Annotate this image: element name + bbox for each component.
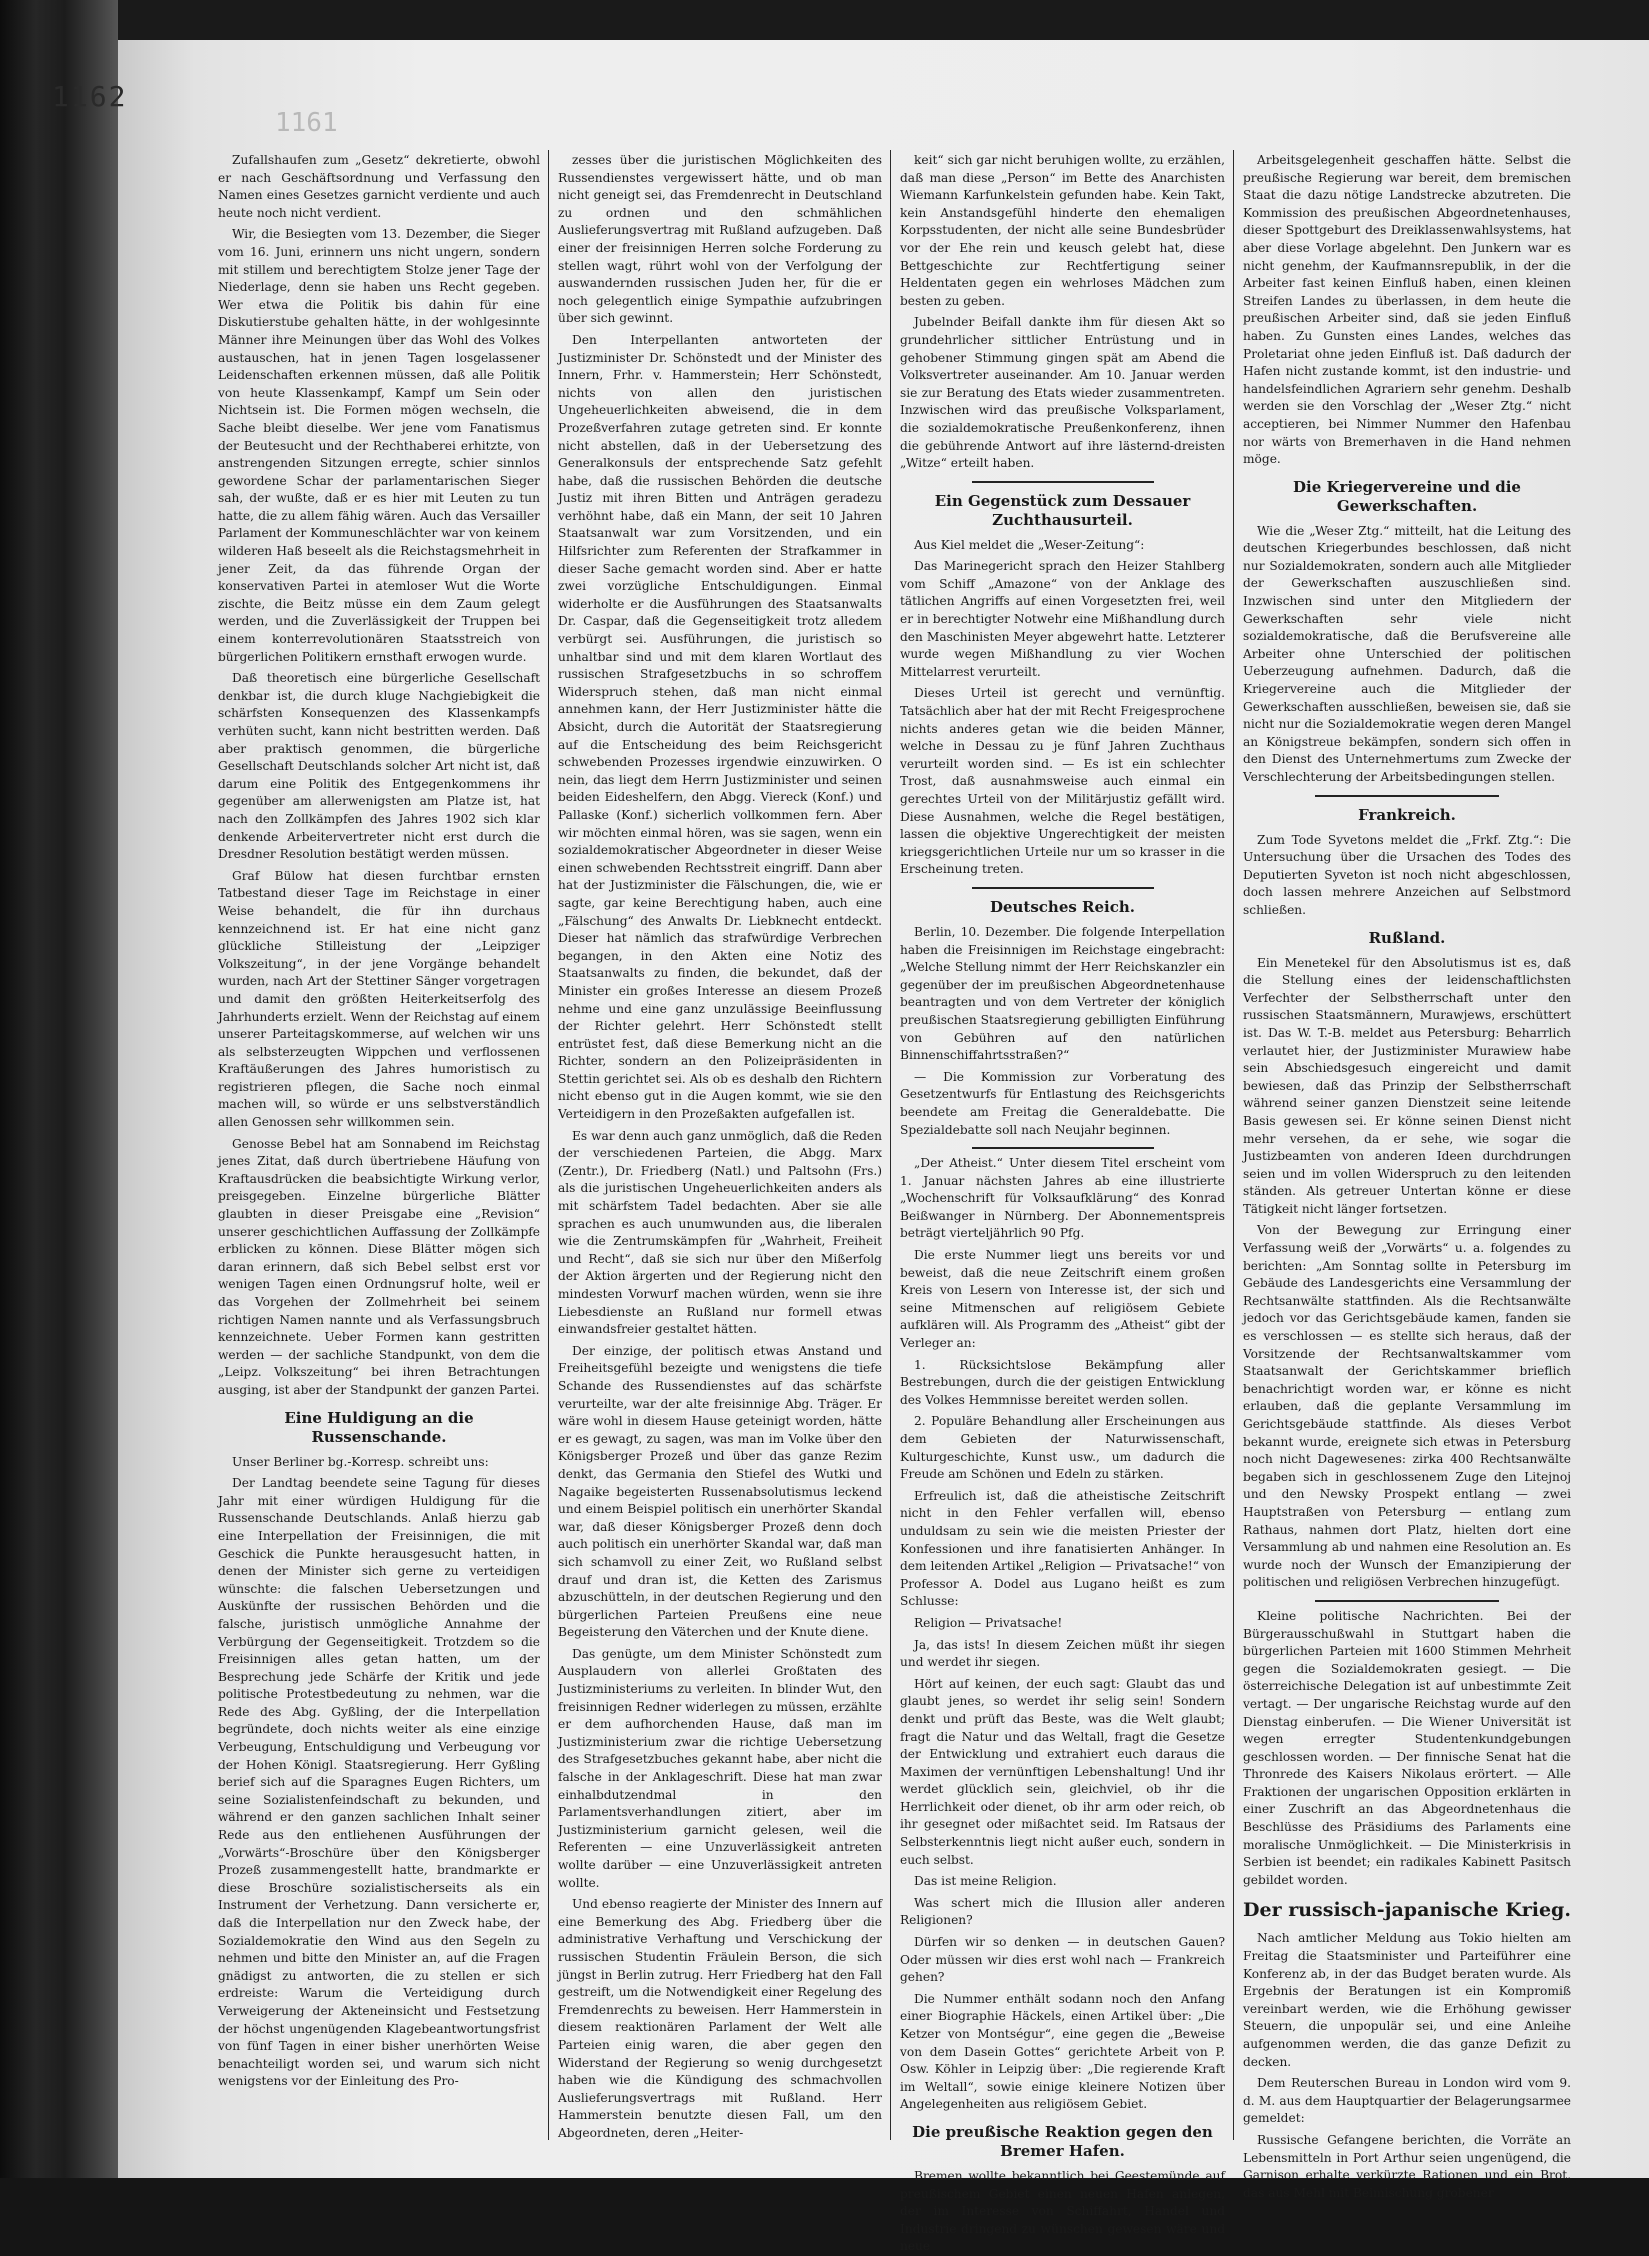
article-paragraph: Religion — Privatsache!	[914, 1615, 1063, 1630]
section-divider	[1315, 1600, 1499, 1602]
article-paragraph: Die Nummer enthält sodann noch den Anfang einer Biographie Häckels, einen Artikel über: „Die Ketzer von Montségur“, eine gegen die „Beweise von dem Dasein Gottes“ gerichtete Arbeit von P. Osw. Köhler in Leipzig über: „Die regierende Kraft im Weltall“, sowie einige kleinere Notizen über Angelegenheiten aus religiösem Gebiet.	[900, 1991, 1225, 2112]
article-headline: Der russisch-japanische Krieg.	[1243, 1899, 1571, 1922]
article-paragraph: Dürfen wir so denken — in deutschen Gauen? Oder müssen wir dies erst wohl nach — Frankreich gehen?	[900, 1935, 1225, 1985]
article-paragraph: Dieses Urteil ist gerecht und vernünftig. Tatsächlich aber hat der mit Recht Freigesprochene nichts anderes getan wie die beiden Männer, welche in Dessau zu je fünf Jahren Zuchthaus verurteilt worden sind. — Es ist ein schlechter Trost, daß ausnahmsweise auch einmal ein gerechtes Urteil von der Militärjustiz gefällt wird. Diese Ausnahmen, welche die Regel bestätigen, lassen die objektive Ungerechtigkeit der meisten kriegsgerichtlichen Urteile nur um so krasser in die Erscheinung treten.	[900, 686, 1225, 877]
article-paragraph: Bremen wollte bekanntlich bei Geestemünde auf preußischem Gebiet einen neuen Hafen anlegen, der im Interesse von Schiffahrt, Handel und Industrie dringend zu wünschen gewesen wäre und neue	[900, 2168, 1225, 2254]
article-paragraph: 1. Rücksichtslose Bekämpfung aller Bestrebungen, durch die der geistigen Entwicklung des Volkes Hemmnisse bereitet werden sollen.	[900, 1357, 1225, 1407]
article-paragraph: Das Marinegericht sprach den Heizer Stahlberg vom Schiff „Amazone“ von der Anklage des tätlichen Angriffs auf einen Vorgesetzten frei, weil er in berechtigter Notwehr eine Mißhandlung durch den Maschinisten Meyer abgewehrt hatte. Letzterer wurde wegen Mißhandlung zu vier Wochen Mittelarrest verurteilt.	[900, 559, 1225, 679]
article-paragraph: Der einzige, der politisch etwas Anstand und Freiheitsgefühl bezeigte und wenigstens die tiefe Schande des Russendienstes auf das schärfste verurteilte, war der alte freisinnige Abg. Träger. Er wäre wohl in diesem Hause geteinigt worden, hätte er es gewagt, zu sagen, was man im Volke über den Königsberger Prozeß und über das ganze Rezim denkt, das Germania den Stiefel des Wutki und Nagaike begeisterten Russenabsolutismus leckend und einem Beispiel politisch ein unerhörter Skandal war, daß dieser Königsberger Prozeß denn doch auch politisch ein unerhörter Skandal war, daß man sich schamvoll zu einer Zeit, wo Rußland selbst drauf und dran ist, die Ketten des Zarismus abzuschütteln, in der deutschen Regierung und den bürgerlichen Parteien Preußens eine neue Begeisterung den Väterchen und der Knute diene.	[558, 1343, 882, 1640]
column-3	[900, 152, 1225, 2254]
section-divider	[972, 1147, 1154, 1149]
article-paragraph: Das genügte, um dem Minister Schönstedt zum Ausplaudern von allerlei Großtaten des Justizministeriums zu verleiten. In blinder Wut, den freisinnigen Redner widerlegen zu müssen, erzählte er dem aufhorchenden Hause, daß man im Justizministerium zwar die richtige Uebersetzung des Strafgesetzbuches gekannt habe, aber nicht die falsche in der Anklageschrift. Diese hat man zwar einhalbdutzendmal in den Parlamentsverhandlungen zitiert, aber im Justizministerium garnicht gelesen, weil die Referenten — eine Unzuverlässigkeit antreten wollte darüber — eine Unzuverlässigkeit antreten wollte.	[558, 1646, 882, 1890]
column-rule	[548, 150, 549, 2140]
article-paragraph: Dem Reuterschen Bureau in London wird vom 9. d. M. aus dem Hauptquartier der Belagerungsarmee gemeldet:	[1243, 2076, 1571, 2126]
article-paragraph: Graf Bülow hat diesen furchtbar ernsten Tatbestand dieser Tage im Reichstage in einer Weise behandelt, die für ihn durchaus kennzeichnend ist. Er hat eine nicht ganz glückliche Stilleistung der „Leipziger Volkszeitung“, in der jene Vorgänge behandelt wurden, nach Art der Stettiner Sänger vorgetragen und damit den größten Heiterkeitserfolg des Jahrhunderts erzielt. Wenn der Reichstag auf einem unserer Parteitagskommerse, auf welchen wir uns als selbsterzeugten Wippchen und verflossenen Kraftäußerungen des Jahres humoristisch zu registrieren pflegen, die Sache noch einmal machen will, so würde er uns selbstverständlich allen Genossen sehr willkommen sein.	[218, 868, 540, 1130]
article-headline: Eine Huldigung an die Russenschande.	[284, 1408, 474, 1446]
book-binding	[0, 0, 118, 2178]
article-paragraph: Hört auf keinen, der euch sagt: Glaubt das und glaubt jenes, so werdet ihr selig sein! Sondern denkt und prüft das Beste, was die Welt glaubt; fragt die Natur und das Weltall, fragt die Gesetze der Entwicklung und extrahiert euch daraus die Maximen der vernünftigen Lebenshaltung! Und ihr werdet glücklich sein, gleichviel, ob ihr die Herrlichkeit oder dienet, ob ihr arm oder reich, ob ihr gesegnet oder mißachtet seid. Im Ratsaus der Selbsterkenntnis liegt nicht außer euch, sondern in euch selbst.	[900, 1676, 1225, 1867]
article-paragraph: Den Interpellanten antworteten der Justizminister Dr. Schönstedt und der Minister des Innern, Frhr. v. Hammerstein; Herr Schönstedt, nichts von allen den juristischen Ungeheuerlichkeiten abweisend, die in dem Prozeßverfahren zutage getreten sind. Er konnte nicht abstellen, daß in der Uebersetzung des Generalkonsuls der entsprechende Satz gefehlt habe, daß die russischen Behörden die deutsche Justiz mit ihren Bitten und Anträgen geradezu verhöhnt habe, daß ein Mann, der seit 10 Jahren Staatsanwalt war zum Vorsitzenden, und ein Hilfsrichter zum Referenten der Strafkammer in dieser Sache gemacht worden sind. Aber er hatte zwei vorzügliche Entschuldigungen. Einmal widerholte er die Ausführungen des Staatsanwalts Dr. Caspar, daß die Gegenseitigkeit trotz alledem verbürgt sei. Ausführungen, die juristisch so unhaltbar sind und mit dem klaren Wortlaut des russischen Strafgesetzbuchs in so schroffem Widerspruch stehen, daß man nicht einmal annehmen kann, der Herr Justizminister hätte die Absicht, durch die Autorität der Staatsregierung auf die Entscheidung des beim Reichsgericht schwebenden Prozesses irgendwie einzuwirken. O nein, das liegt dem Herrn Justizminister und seinen beiden Eideshelfern, den Abgg. Viereck (Konf.) und Pallaske (Konf.) sicherlich vollkommen fern. Aber wir möchten einmal hören, was sie sagen, wenn ein sozialdemokratischer Abgeordneter in dieser Weise einen schwebenden Rechtsstreit eingriff. Dann aber hat der Justizminister die Fälschungen, die, wie er sagte, gar keine Berechtigung haben, auch eine „Fälschung“ des Anwalts Dr. Liebknecht entdeckt. Dieser hat nämlich das strafwürdige Verbrechen begangen, in den Akten eine Notiz des Staatsanwalts zu finden, die bekundet, daß der Minister ein großes Interesse an diesem Prozeß nehme und eine ganz unzulässige Beeinflussung der Richter gelehrt. Herr Schönstedt stellt entrüstet fest, daß diese Bemerkung nicht an die Richter, sondern an den Polizeipräsidenten in Stettin gerichtet sei. Als ob es deshalb den Richtern nicht ebenso gut in die Augen kommt, wie sie den Verteidigern in den Prozeßakten aufgefallen ist.	[558, 332, 882, 1122]
scan-top-edge	[0, 0, 1649, 40]
article-paragraph: Wie die „Weser Ztg.“ mitteilt, hat die Leitung des deutschen Kriegerbundes beschlossen, daß nicht nur Sozialdemokraten, sondern auch alle Mitglieder der Gewerkschaften auszuschließen sind. Inzwischen sind unter den Mitgliedern der Gewerkschaften sehr viele nicht sozialdemokratische, daß die Berufsvereine alle Arbeiter ohne Unterschied der politischen Ueberzeugung aufnehmen. Dadurch, daß die Kriegervereine auch die Mitglieder der Gewerkschaften ausschließen, beweisen sie, daß sie nicht nur die Sozialdemokratie wegen deren Mangel an Königstreue bekämpfen, sondern sich offen in den Dienst des Unternehmertums zum Zwecke der Verschlechterung der Arbeitsbedingungen stellen.	[1243, 523, 1571, 784]
article-paragraph: Genosse Bebel hat am Sonnabend im Reichstag jenes Zitat, daß durch übertriebene Häufung von Kraftausdrücken die beabsichtigte Wirkung verlor, preisgegeben. Einzelne bürgerliche Blätter glaubten in dieser Preisgabe eine „Revision“ unserer geschichtlichen Auffassung der Zollkämpfe erblicken zu können. Diese Blätter mögen sich daran erinnern, daß sich Bebel selbst erst vor wenigen Tagen einen Ordnungsruf holte, weil er das Vorgehen der Zollmehrheit bei seinem richtigen Namen nannte und als Verfassungsbruch kennzeichnete. Ueber Formen kann gestritten werden — der sachliche Standpunkt, von dem die „Leipz. Volkszeitung“ bei ihren Betrachtungen ausging, ist aber der Standpunkt der ganzen Partei.	[218, 1136, 540, 1397]
article-headline: Die Kriegervereine und die Gewerkschaften.	[1293, 477, 1521, 515]
article-headline: Frankreich.	[1358, 805, 1456, 824]
column-rule	[890, 150, 891, 2140]
article-paragraph: Berlin, 10. Dezember. Die folgende Interpellation haben die Freisinnigen im Reichstage eingebracht: „Welche Stellung nimmt der Herr Reichskanzler ein gegenüber der im preußischen Abgeordnetenhause beantragten und von dem Vertreter der königlich preußischen Staatsregierung gebilligten Einführung von Gebühren auf den natürlichen Binnenschiffahrtsstraßen?“	[900, 924, 1225, 1063]
article-paragraph: Jubelnder Beifall dankte ihm für diesen Akt so grundehrlicher sittlicher Entrüstung und in gehobener Stimmung gingen spät am Abend die Volksvertreter auseinander. Am 10. Januar werden sie zur Beratung des Etats wieder zusammentreten. Inzwischen wird das preußische Volksparlament, die sozialdemokratische Preußenkonferenz, ihnen die gebührende Antwort auf ihre lästernd-dreisten „Witze“ erteilt haben.	[900, 315, 1225, 471]
page-number: 1162	[52, 80, 128, 113]
bleed-through-page-number: 1161	[275, 108, 338, 138]
article-paragraph: Erfreulich ist, daß die atheistische Zeitschrift nicht in den Fehler verfallen will, ebenso unduldsam zu sein wie die meisten Priester der Konfessionen und ihre fanatisierten Anhänger. In dem leitenden Artikel „Religion — Privatsache!“ von Professor A. Dodel aus Lugano heißt es zum Schlusse:	[900, 1488, 1225, 1609]
section-divider	[972, 481, 1154, 483]
article-paragraph: Von der Bewegung zur Erringung einer Verfassung weiß der „Vorwärts“ u. a. folgendes zu berichten: „Am Sonntag sollte in Petersburg im Gebäude des Landesgerichts eine Versammlung der Rechtsanwälte stattfinden. Als die Rechtsanwälte jedoch vor das Gerichtsgebäude kamen, fanden sie es verschlossen — es stellte sich heraus, daß der Vorsitzende der Rechtsanwaltskammer vom Staatsanwalt der Gerichtskammer brieflich benachrichtigt worden war, er könne es nicht erlauben, daß die geplante Versammlung im Gerichtsgebäude stattfinde. Als dieses Verbot bekannt wurde, ereignete sich etwas in Petersburg noch nicht Dagewesenes: zirka 400 Rechtsanwälte begaben sich in geschlossenem Zuge den Litejnoj und den Newsky Prospekt entlang — zwei Hauptstraßen von Petersburg — entlang zum Rathaus, nahmen dort Platz, hielten dort eine Versammlung ab und nahmen eine Resolution an. Es wurde noch der Wunsch der Emanzipierung der politischen und religiösen Verbrechen hinzugefügt.	[1243, 1223, 1571, 1590]
article-paragraph: Russische Gefangene berichten, die Vorräte an Lebensmitteln in Port Arthur seien ungenügend, die Garnison erhalte verkürzte Rationen und ein Brot, das aus Mehl mit Beimischung grobener	[1243, 2132, 1571, 2200]
article-paragraph: Zufallshaufen zum „Gesetz“ dekretierte, obwohl er nach Geschäftsordnung und Verfassung den Namen eines Gesetzes garnicht verdiente und auch heute noch nicht verdient.	[218, 153, 540, 220]
article-headline: Die preußische Reaktion gegen den Bremer Hafen.	[912, 2122, 1213, 2160]
article-paragraph: Wir, die Besiegten vom 13. Dezember, die Sieger vom 16. Juni, erinnern uns nicht ungern, sondern mit stillem und berechtigtem Stolze jener Tage der Niederlage, denn sie haben uns Recht gegeben. Wer etwa die Politik bis dahin für eine Diskutierstube gehalten hätte, in der wohlgesinnte Männer ihre Meinungen über das Wohl des Volkes austauschen, hat in jenen Tagen losgelassener Leidenschaften erkennen müssen, daß alle Politik von heute Klassenkampf, Kampf um Sein oder Nichtsein ist. Die Formen mögen wechseln, die Sache bleibt dieselbe. Wer jene vom Fanatismus der Beutesucht und der Rechthaberei erhitzte, von anstrengenden Sitzungen erregte, schier sinnlos gewordene Schar der parlamentarischen Sieger sah, der wußte, daß er es hier mit Leuten zu tun hatte, die zu allem fähig wären. Auch das Versailler Parlament der Kommuneschlächter war von keinem wilderen Haß beseelt als die Reichstagsmehrheit in jener Zeit, da das führende Organ der konservativen Partei in atemloser Wut die Worte zischte, die Beitz müsse ein dem Zaum gelegt werden, und die Zuverlässigkeit der Truppen bei einem konterrevolutionären Staatsstreich von bürgerlichen Politikern ernsthaft erwogen wurde.	[218, 227, 540, 664]
column-1	[218, 152, 540, 2142]
article-paragraph: Der Landtag beendete seine Tagung für dieses Jahr mit einer würdigen Huldigung für die Russenschande Deutschlands. Anlaß hierzu gab eine Interpellation der Freisinnigen, die mit Geschick die Punkte herausgesucht hatten, in denen der Minister sich gerne zu verteidigen wünschte: die falschen Uebersetzungen und Auskünfte der russischen Behörden und die falsche, juristisch unmögliche Annahme der Verbürgung der Gegenseitigkeit. Trotzdem so die Freisinnigen alles getan hatten, um der Besprechung jede Schärfe der Kritik und jede politische Protestbedeutung zu nehmen, war die Rede des Abg. Gyßling, der die Interpellation begründete, doch nichts weiter als eine einzige Verbeugung, Entschuldigung und Verbeugung vor der Hohen Königl. Staatsregierung. Herr Gyßling berief sich auf die Sparagnes Eugen Richters, um seine Sozialistenfeindschaft zu bekunden, und während er den ganzen sachlichen Inhalt seiner Rede aus den entliehenen Ausführungen der „Vorwärts“-Broschüre über den Königsberger Prozeß zusammengestellt hatte, brandmarkte er diese Broschüre sozialistischerseits als ein Instrument der Verhetzung. Dann versicherte er, daß die Interpellation nur den Zweck habe, der Sozialdemokratie den Wind aus den Segeln zu nehmen und bitte den Minister an, auf die Fragen gnädigst zu antworten, die zu stellen er sich erdreiste: Warum die Verteidigung durch Verweigerung der Akteneinsicht und Festsetzung der höchst ungenügenden Klagebeantwortungsfrist von fünf Tagen in einer bisher unerhörten Weise benachteiligt worden sei, und warum sich nicht wenigstens vor der Einleitung des Pro-	[218, 1476, 540, 2089]
article-paragraph: — Die Kommission zur Vorberatung des Gesetzentwurfs für Entlastung des Reichsgerichts beendete am Freitag die Generaldebatte. Die Spezialdebatte soll nach Neujahr beginnen.	[900, 1069, 1225, 1137]
article-paragraph: 2. Populäre Behandlung aller Erscheinungen aus dem Gebieten der Naturwissenschaft, Kulturgeschichte, Kunst usw., um dadurch die Freude am Schönen und Edeln zu stärken.	[900, 1414, 1225, 1482]
article-paragraph: Und ebenso reagierte der Minister des Innern auf eine Bemerkung des Abg. Friedberg über die administrative Verhaftung und Verschickung der russischen Studentin Fräulein Berson, die sich jüngst in Berlin zutrug. Herr Friedberg hat den Fall gestreift, um die Notwendigkeit einer Regelung des Fremdenrechts zu beweisen. Herr Hammerstein in diesem reaktionären Parlament der Welt alle Parteien einig waren, die aber gegen den Widerstand der Regierung so wenig durchgesetzt haben wie die Kündigung des schmachvollen Auslieferungsvertrags mit Rußland. Herr Hammerstein benutzte diesen Fall, um den Abgeordneten, deren „Heiter-	[558, 1897, 882, 2140]
article-paragraph: Unser Berliner bg.-Korresp. schreibt uns:	[232, 1454, 489, 1469]
article-paragraph: Die erste Nummer liegt uns bereits vor und beweist, daß die neue Zeitschrift einem großen Kreis von Lesern von Interesse ist, der sich und seine Mitmenschen auf religiösem Gebiete aufklären will. Als Programm des „Atheist“ gibt der Verleger an:	[900, 1248, 1225, 1351]
section-divider	[1315, 795, 1499, 797]
article-headline: Ein Gegenstück zum Dessauer Zuchthausurteil.	[934, 491, 1191, 529]
article-paragraph: Ein Menetekel für den Absolutismus ist es, daß die Stellung eines der leidenschaftlichsten Verfechter der Selbstherrschaft unter den russischen Staatsmännern, Murawjews, erschüttert ist. Das W. T.-B. meldet aus Petersburg: Beharrlich verlautet hier, der Justizminister Murawiew habe sein Abschiedsgesuch eingereicht und damit bewiesen, daß das Prinzip der Selbstherrschaft während seiner ganzen Dienstzeit seine leitende Basis gewesen sei. Er könne seinen Dienst nicht mehr versehen, da er sehe, wie sogar die Justizbeamten von anderen Ideen durchdrungen seien und im vollen Widerspruch zu den leitenden ständen. Als getreuer Untertan könne er diese Tätigkeit nicht länger fortsetzen.	[1243, 955, 1571, 1216]
article-paragraph: Ja, das ists! In diesem Zeichen müßt ihr siegen und werdet ihr siegen.	[900, 1637, 1225, 1670]
article-paragraph: Das ist meine Religion.	[914, 1874, 1057, 1889]
column-rule	[1233, 150, 1234, 2140]
article-paragraph: Nach amtlicher Meldung aus Tokio hielten am Freitag die Staatsminister und Parteiführer eine Konferenz ab, in der das Budget beraten wurde. Als Ergebnis der Beratungen ist ein Kompromiß vereinbart werden, wie die Erhöhung gewisser Steuern, die unpopulär sei, und eine Anleihe aufgenommen werden, die das ganze Defizit zu decken.	[1243, 1931, 1571, 2069]
column-2	[558, 152, 882, 2142]
article-paragraph: Daß theoretisch eine bürgerliche Gesellschaft denkbar ist, die durch kluge Nachgiebigkeit die schärfsten Konsequenzen des Klassenkampfs verhüten sucht, kann nicht bestritten werden. Daß aber praktisch genommen, die bürgerliche Gesellschaft Deutschlands solcher Art nicht ist, daß darum eine Politik des Entgegenkommens ihr gegenüber am allerwenigsten am Platze ist, hat nach den Zollkämpfen des Jahres 1902 sich klar denkende Arbeitervertreter nicht erst durch die Dresdner Resolution bestätigt werden müssen.	[218, 671, 540, 862]
article-paragraph: „Der Atheist.“ Unter diesem Titel erscheint vom 1. Januar nächsten Jahres ab eine illustrierte „Wochenschrift für Volksaufklärung“ des Konrad Beißwanger in Nürnberg. Der Abonnementspreis beträgt vierteljährlich 90 Pfg.	[900, 1156, 1225, 1241]
article-headline: Rußland.	[1368, 928, 1446, 947]
article-paragraph: keit“ sich gar nicht beruhigen wollte, zu erzählen, daß man diese „Person“ im Bette des Anarchisten Wiemann Karfunkelstein gefunden habe. Kein Takt, kein Anstandsgefühl hinderte den ehemaligen Korpsstudenten, der nicht alle seine Bundesbrüder vor der Ehe rein und keusch gelebt hat, diese Bettgeschichte zur Rechtfertigung seiner Heldentaten gegen ein wehrloses Mädchen zum besten zu geben.	[900, 153, 1225, 308]
article-paragraph: Zum Tode Syvetons meldet die „Frkf. Ztg.“: Die Untersuchung über die Ursachen des Todes des Deputierten Syveton ist noch nicht abgeschlossen, doch lassen mehrere Anzeichen auf Selbstmord schließen.	[1243, 832, 1571, 917]
article-paragraph: zesses über die juristischen Möglichkeiten des Russendienstes vergewissert hätte, und ob man nicht geneigt sei, das Fremdenrecht in Deutschland zu ordnen und den schmählichen Auslieferungsvertrag mit Rußland aufzugeben. Daß einer der freisinnigen Herren solche Forderung zu stellen wagt, rührt wohl von der Verfolgung der auswandernden russischen Juden her, für die er noch gelegentlich einige Sympathie aufzubringen über sich gewinnt.	[558, 153, 882, 326]
column-4	[1243, 152, 1571, 2200]
article-paragraph: Kleine politische Nachrichten. Bei der Bürgerausschußwahl in Stuttgart haben die bürgerlichen Parteien mit 1600 Stimmen Mehrheit gegen die Sozialdemokraten gesiegt. — Die österreichische Delegation ist auf unbestimmte Zeit vertagt. — Der ungarische Reichstag wurde auf den Dienstag einberufen. — Die Wiener Universität ist wegen erregter Studentenkundgebungen geschlossen worden. — Der finnische Senat hat die Thronrede des Kaisers Nikolaus erörtert. — Alle Fraktionen der ungarischen Opposition erklärten in einer Zuschrift an das Abgeordnetenhaus die Beschlüsse des Präsidiums des Parlaments eine moralische Unmöglichkeit. — Die Ministerkrisis in Serbien ist beendet; ein radikales Kabinett Pasitsch gebildet worden.	[1243, 1608, 1571, 1887]
article-headline: Deutsches Reich.	[989, 897, 1136, 916]
section-divider	[972, 887, 1154, 889]
article-paragraph: Aus Kiel meldet die „Weser-Zeitung“:	[914, 537, 1145, 552]
article-paragraph: Es war denn auch ganz unmöglich, daß die Reden der verschiedenen Parteien, die Abgg. Marx (Zentr.), Dr. Friedberg (Natl.) und Paltsohn (Frs.) als die juristischen Ungeheuerlichkeiten anders als mit schärfstem Tadel bedachten. Aber sie alle sprachen es auch unumwunden aus, die liberalen wie die Zentrumskämpfen für „Wahrheit, Freiheit und Recht“, daß sie sich nur über den Mißerfolg der Aktion ärgerten und der Regierung nicht den mindesten Vorwurf machen würden, wenn sie ihre Liebesdienste an Rußland nur formell etwas einwandsfreier gestaltet hätten.	[558, 1128, 882, 1337]
article-paragraph: Was schert mich die Illusion aller anderen Religionen?	[900, 1895, 1225, 1928]
article-paragraph: Arbeitsgelegenheit geschaffen hätte. Selbst die preußische Regierung war bereit, dem bremischen Staat die dazu nötige Landstrecke abzutreten. Die Kommission des preußischen Abgeordnetenhauses, dieser Spottgeburt des Dreiklassenwahlsystems, hat aber diese Vorlage abgelehnt. Den Junkern war es nicht genehm, der Kaufmannsrepublik, in der die Arbeiter fast keinen Einfluß haben, einen kleinen Streifen Landes zu überlassen, in dem heute die preußischen Arbeiter sind, daß sie jeden Einfluß haben. Zu Gunsten eines Landes, welches das Proletariat ohne jeden Einfluß ist. Daß dadurch der Hafen nicht zustande kommt, ist den industrie- und handelsfeindlichen Agrariern sehr genehm. Deshalb werden sie den Vorschlag der „Weser Ztg.“ nicht acceptieren, bei Nimmer Nummer den Hafenbau nor wärts von Bremerhaven in die Hand nehmen möge.	[1243, 153, 1571, 467]
